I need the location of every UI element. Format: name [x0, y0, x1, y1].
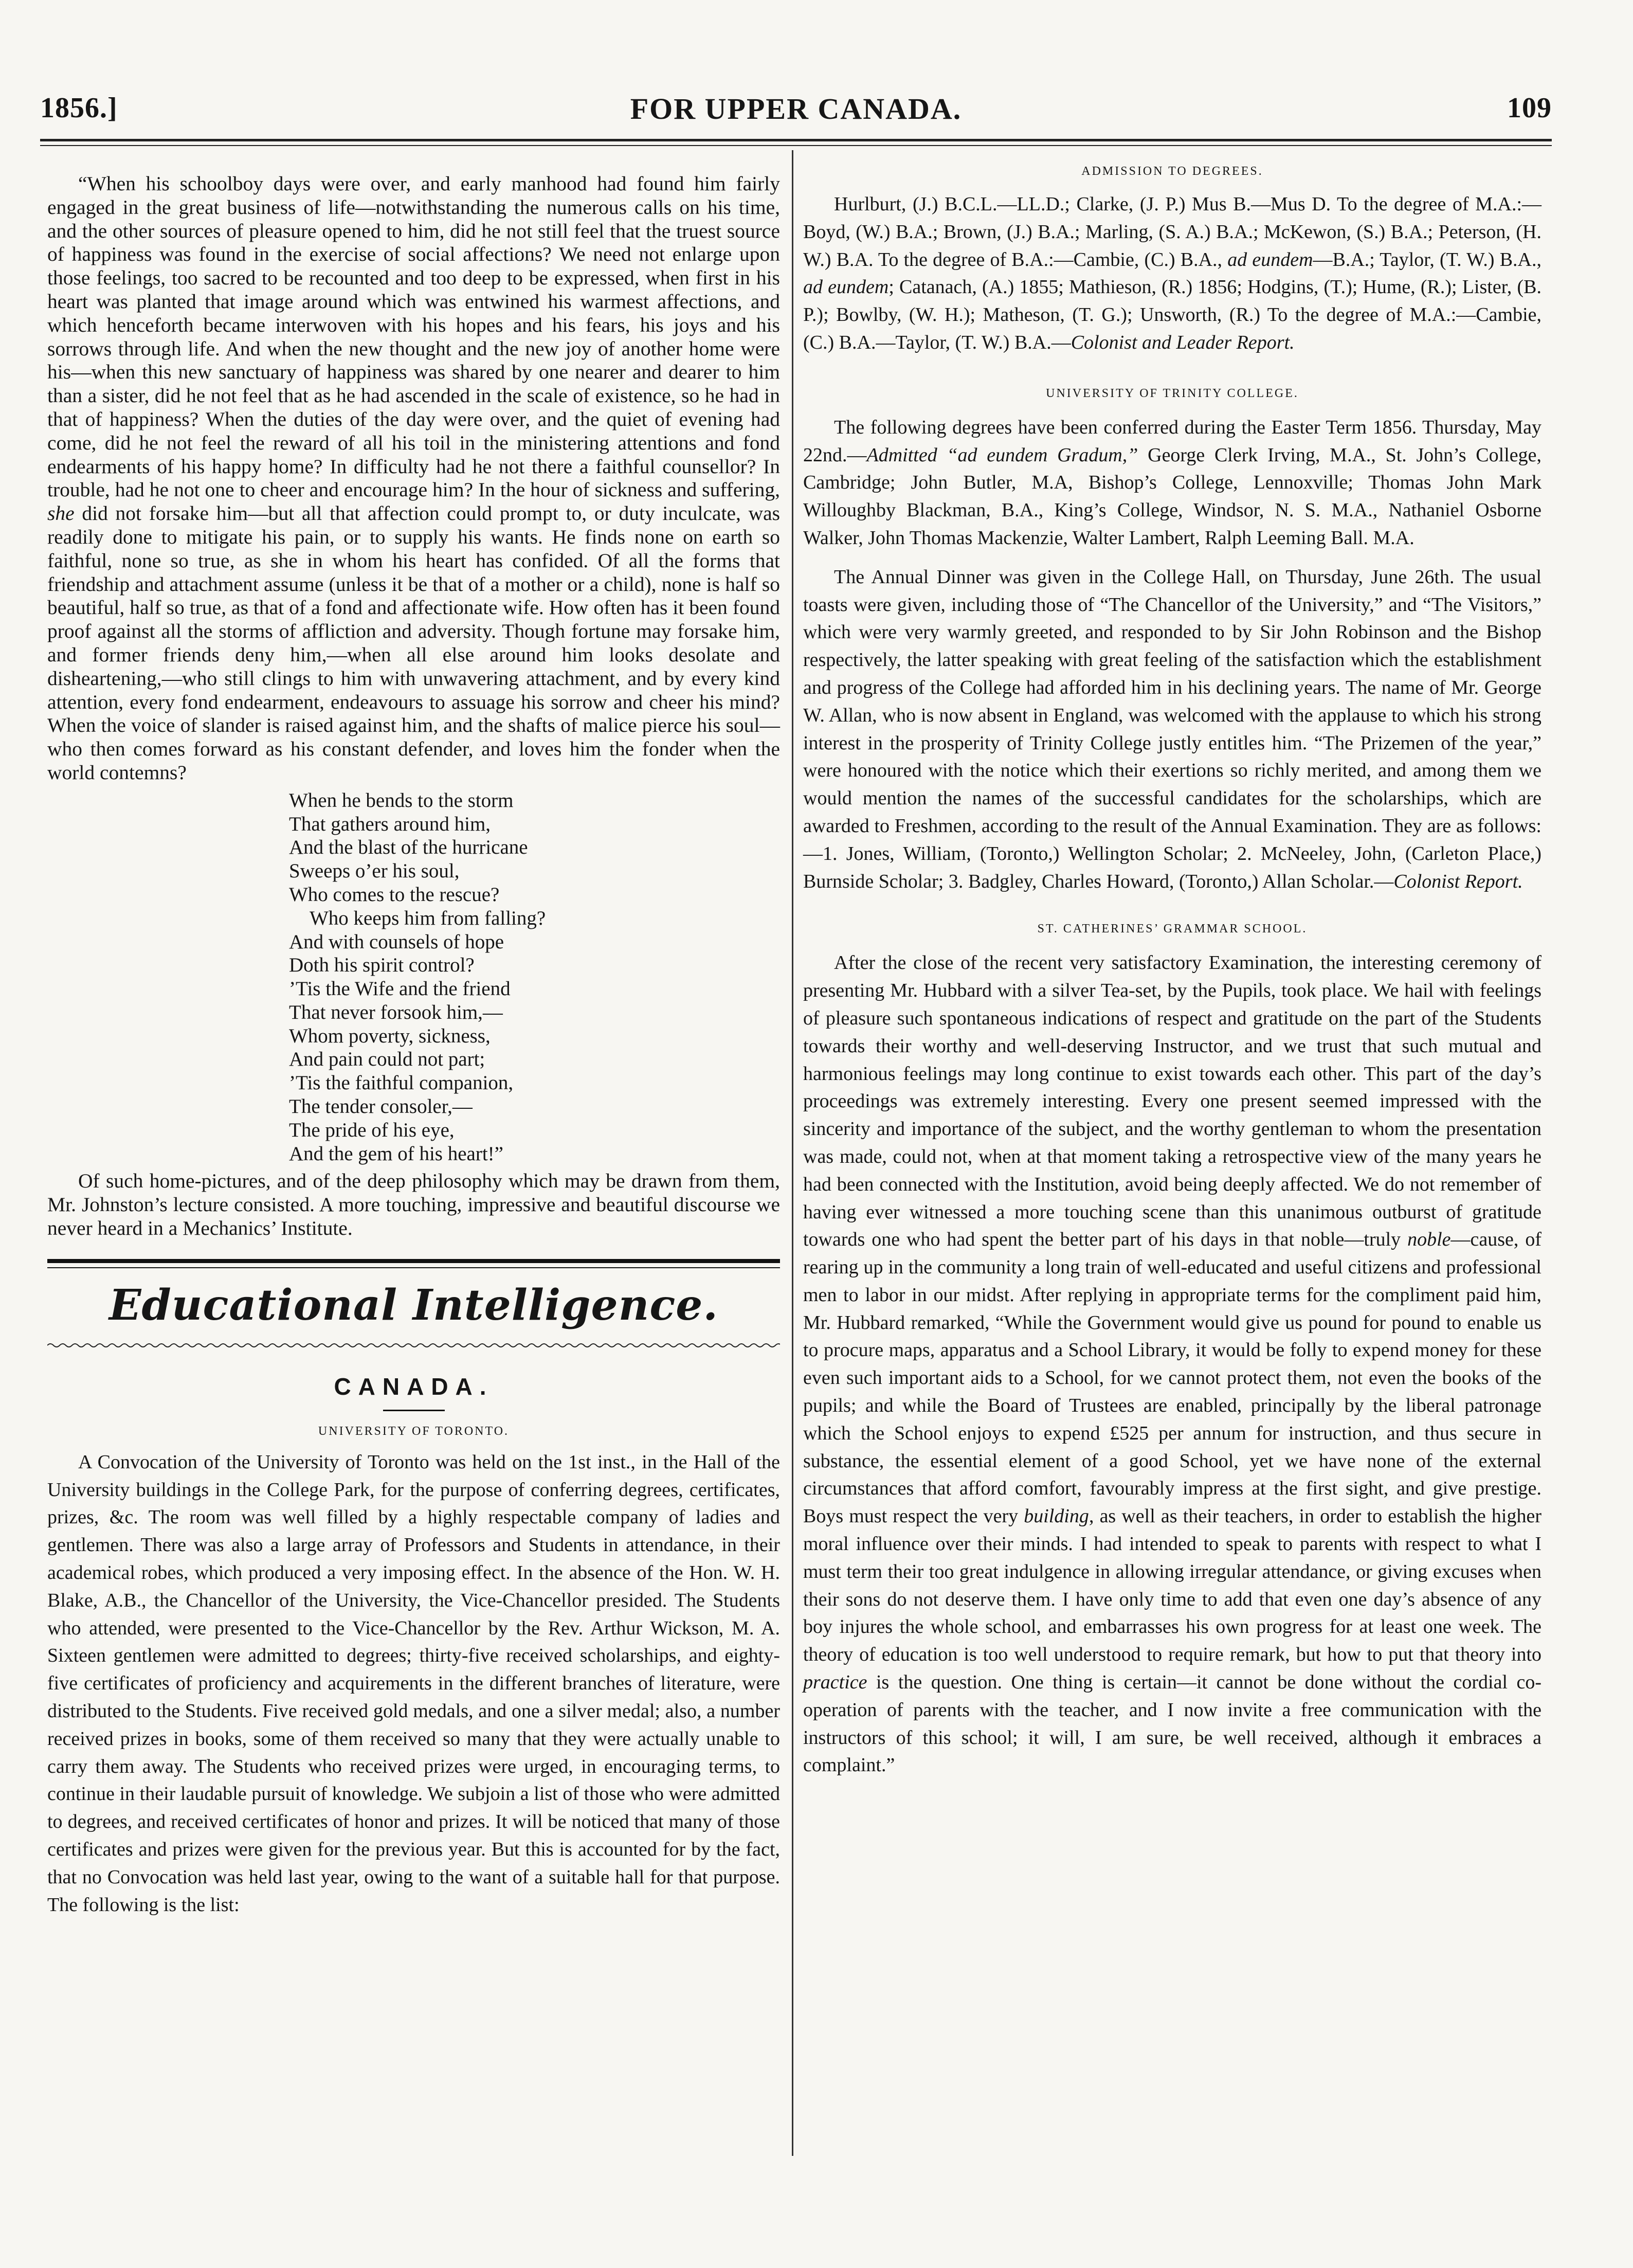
subheading-trinity-college: UNIVERSITY OF TRINITY COLLEGE.	[1046, 386, 1299, 400]
right-column	[803, 165, 1541, 1779]
admission-list: Hurlburt, (J.) B.C.L.—LL.D.; Clarke, (J. P.) Mus B.—Mus D. To the degree of M.A.:—Boyd, (W.) B.A.; Brown, (J.) B.A.; Marling, (S. A.) B.A.; McKewon, (S.) B.A.; Peterson, (H. W.) B.A. To the degree of B.A.:—Cambie, (C.) B.A., ad eundem—B.A.; Taylor, (T. W.) B.A., ad eundem; Catanach, (A.) 1855; Mathieson, (R.) 1856; Hodgins, (T.); Hume, (R.); Lister, (B. P.); Bowlby, (W. H.); Matheson, (T. G.); Unsworth, (R.) To the degree of M.A.:—Cambie, (C.) B.A.—Taylor, (T. W.) B.A.—Colonist and Leader Report.	[803, 193, 1541, 353]
trinity-dinner: The Annual Dinner was given in the College Hall, on Thursday, June 26th. The usual toasts were given, including those of “The Chancellor of the University,” and “The Visitors,” which were very warmly greeted, and responded to by Sir John Robinson and the Bishop respectively, the latter speaking with great feeling of the satisfaction which the establishment and progress of the College had afforded him in his declining years. The name of Mr. George W. Allan, who is now absent in England, was welcomed with the applause to which his strong interest in the prosperity of Trinity College justly entitles him. “The Prizemen of the year,” were honoured with the notice which their exertions so richly merited, and among them we would mention the names of the successful candidates for the scholarships, which are awarded to Freshmen, according to the result of the Annual Examination. They are as follows:—1. Jones, William, (Toronto,) Wellington Scholar; 2. McNeeley, John, (Carleton Place,) Burnside Scholar; 3. Badgley, Charles Howard, (Toronto,) Allan Scholar.—Colonist Report.	[803, 566, 1541, 892]
trinity-degrees: The following degrees have been conferred during the Easter Term 1856. Thursday, May 22nd.—Admitted “ad eundem Gradum,” George Clerk Irving, M.A., St. John’s College, Cambridge; John Butler, M.A, Bishop’s College, Lennoxville; Thomas John Mark Willoughby Blackman, B.A., King’s College, Windsor, N. S. M.A., Nathaniel Osborne Walker, John Thomas Mackenzie, Walter Lambert, Ralph Leeming Ball. M.A.	[803, 416, 1541, 549]
header-title: FOR UPPER CANADA.	[630, 92, 962, 125]
header-year: 1856.]	[40, 92, 118, 124]
poem-line: ’Tis the faithful companion,	[289, 1072, 514, 1094]
poem-line: The pride of his eye,	[289, 1119, 455, 1141]
st-catherines-article: After the close of the recent very satisfactory Examination, the interesting ceremony of presenting Mr. Hubbard with a silver Tea-set, by the Pupils, took place. We hail with feelings of pleasure such spontaneous indications of respect and gratitude on the part of the Students towards their worthy and well-deserving Instructor, and we trust that such mutual and harmonious feelings may long continue to exist towards each other. This part of the day’s proceedings was extremely interesting. Every one present seemed impressed with the sincerity and importance of the subject, and the worthy gentleman to whom the presentation was made, could not, when at that moment taking a retrospective view of the many years he had been connected with the Institution, avoid being deeply affected. We do not remember of having ever witnessed a more touching scene than this unanimous outburst of gratitude towards one who had spent the better part of his days in that noble—truly noble—cause, of rearing up in the community a long train of well-educated and useful citizens and professional men to labor in our midst. After replying in appropriate terms for the compliment paid him, Mr. Hubbard remarked, “While the Government would give us pound for pound to enable us to procure maps, apparatus and a School Library, it would be folly to expend money for these even such important aids to a School, for we cannot protect them, not even the books of the pupils; and while the Board of Trustees are enabled, principally by the liberal patronage which the School enjoys to expend £525 per annum for instruction, and thus secure in substance, the essential element of a good School, yet we have none of the external circumstances that afford comfort, favourably impress at the first sight, and give prestige. Boys must respect the very building, as well as their teachers, in order to establish the higher moral influence over their minds. I had intended to speak to parents with respect to what I must term their too great indulgence in allowing irregular attendance, or giving excuses when their sons do not deserve them. I have only time to add that even one day’s absence of any boy injures the whole school, and embarrasses his own progress for at least one week. The theory of education is too well understood to require remark, but how to put that theory into practice is the question. One thing is certain—it cannot be done without the cordial co-operation of parents with the teacher, and I now invite a free communication with the instructors of this school; it will, I am sure, be well received, although it embraces a complaint.”	[803, 952, 1542, 1776]
header-rule-thin	[40, 145, 1552, 146]
poem-line: The tender consoler,—	[289, 1095, 473, 1118]
short-rule	[383, 1410, 445, 1411]
poem-line: And pain could not part;	[289, 1048, 485, 1071]
section-title: Educational Intelligence.	[109, 1280, 718, 1330]
poem-line: Who comes to the rescue?	[289, 883, 500, 906]
poem-line: When he bends to the storm	[289, 789, 514, 812]
convocation-article: A Convocation of the University of Toronto was held on the 1st inst., in the Hall of the University buildings in the College Park, for the purpose of conferring degrees, certificates, prizes, &c. The room was well filled by a highly respectable company of ladies and gentlemen. There was also a large array of Professors and Students in attendance, in their academical robes, which produced a very imposing effect. In the absence of the Hon. W. H. Blake, A.B., the Chancellor of the University, the Vice-Chancellor presided. The Students who attended, were presented to the Vice-Chancellor by the Rev. Arthur Wickson, M. A. Sixteen gentlemen were admitted to degrees; thirty-five received scholarships, and eighty-five certificates of proficiency and acquirements in the different branches of literature, were distributed to the Students. Five received gold medals, and one a silver medal; also, a number received prizes in books, some of them received so many that they were actually unable to carry them away. The Students who received prizes were urged, in encouraging terms, to continue in their laudable pursuit of knowledge. We subjoin a list of those who were admitted to degrees, and received certificates of honor and prizes. It will be noticed that many of those certificates and prizes were given for the previous year. But this is accounted for by the fact, that no Convocation was held last year, owing to the want of a suitable hall for that purpose. The following is the list:	[47, 1451, 780, 1916]
poem-line: That never forsook him,—	[289, 1001, 503, 1023]
section-rule-thick	[47, 1259, 780, 1263]
lecture-conclusion: Of such home-pictures, and of the deep philosophy which may be drawn from them, Mr. Johnston’s lecture consisted. A more touching, impressive and beautiful discourse we never heard in a Mechanics’ Institute.	[47, 1169, 780, 1240]
canada-heading: CANADA.	[334, 1373, 494, 1400]
lecture-excerpt: “When his schoolboy days were over, and early manhood had found him fairly engaged in the great business of life—notwithstanding the numerous calls on his time, and the other sources of pleasure opened to him, did he not still feel that the truest source of happiness was found in the exercise of social affections? We need not enlarge upon those feelings, too sacred to be recounted and too deep to be expressed, when first in his heart was planted that image around which was entwined his warmest affections, and which henceforth became interwoven with his hopes and his fears, his joys and his sorrows through life. And when the new thought and the new joy of another home were his—when this new sanctuary of happiness was shared by one nearer and dearer to him than a sister, did he not feel that as he had ascended in the scale of existence, so he had in that of happiness? When the duties of the day were over, and the quiet of evening had come, did he not feel the reward of all his toil in the ministering attentions and fond endearments of his happy home? In difficulty had he not there a faithful counsellor? In trouble, had he not one to cheer and encourage him? In the hour of sickness and suffering, she did not forsake him—but all that affection could prompt to, or duty inculcate, was readily done to mitigate his pain, or to supply his wants. He finds none on earth so faithful, none so true, as she in whom his heart has confided. Of all the forms that friendship and attachment assume (unless it be that of a mother or a child), none is half so beautiful, half so true, as that of a fond and affectionate wife. How often has it been found proof against all the storms of affliction and adversity. Though fortune may forsake him, and former friends deny him,—when all else around him looks desolate and disheartening,—who still clings to him with unwavering attachment, and by every kind attention, every fond endearment, endeavours to assuage his sorrow and cheer his mind? When the voice of slander is raised against him, and the shafts of malice pierce his soul—who then comes forward as his constant defender, and loves him the fonder when the world contemns?	[47, 172, 780, 784]
column-divider	[792, 150, 793, 2156]
poem-line: ’Tis the Wife and the friend	[289, 978, 511, 1000]
subheading-st-catherines: ST. CATHERINES’ GRAMMAR SCHOOL.	[1037, 922, 1308, 936]
header-page-number: 109	[1507, 92, 1552, 124]
subheading-admission-to-degrees: ADMISSION TO DEGREES.	[1081, 165, 1263, 178]
subheading-university-of-toronto: UNIVERSITY OF TORONTO.	[318, 1424, 510, 1438]
section-rule-thin	[47, 1267, 780, 1268]
poem-line: And with counsels of hope	[289, 930, 504, 953]
poem-line: That gathers around him,	[289, 813, 491, 835]
poem-line: Sweeps o’er his soul,	[289, 860, 460, 883]
page-header	[40, 92, 1552, 133]
poem-line: Doth his spirit control?	[289, 954, 475, 977]
poem-line: Who keeps him from falling?	[310, 907, 546, 929]
header-rule	[40, 139, 1552, 141]
poem-line: And the blast of the hurricane	[289, 836, 528, 859]
poem-line: Whom poverty, sickness,	[289, 1024, 491, 1047]
poem-line: And the gem of his heart!”	[289, 1142, 503, 1165]
wavy-divider	[47, 1341, 780, 1349]
poem	[289, 789, 780, 1166]
left-column	[47, 172, 780, 1919]
